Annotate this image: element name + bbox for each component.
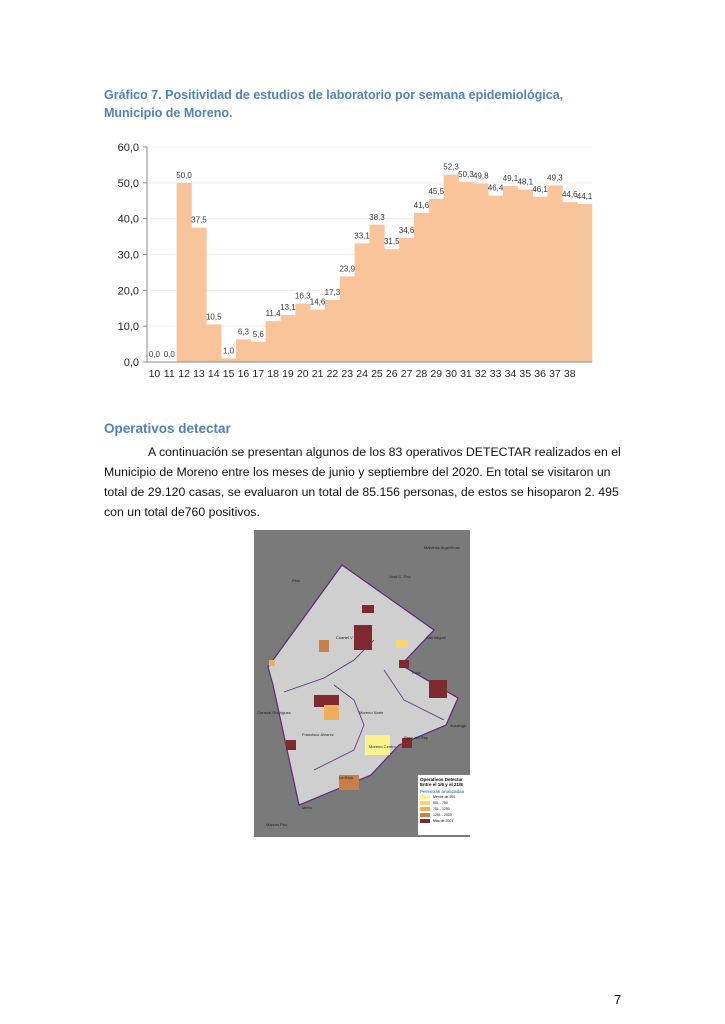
x-tick-label: 37 (549, 368, 561, 380)
data-label: 49,3 (547, 173, 563, 183)
data-label: 52,3 (443, 162, 459, 172)
legend-swatch (420, 813, 430, 817)
map-label: Paso del Rey (404, 735, 428, 740)
bar (266, 321, 281, 362)
y-tick-label: 0,0 (123, 357, 139, 369)
x-tick-label: 25 (371, 368, 383, 380)
x-tick-label: 23 (341, 368, 354, 380)
map-label: La Reja (339, 775, 353, 780)
legend-label: 501 - 750 (433, 801, 448, 805)
data-label: 44,1 (576, 191, 593, 201)
x-tick-label: 18 (267, 368, 279, 380)
map-label: Moreno Norte (359, 710, 384, 715)
map-label: General Rodríguez (257, 710, 291, 715)
map-label: Trujui (411, 670, 421, 675)
bar (414, 213, 429, 362)
bar (206, 324, 221, 362)
data-label: 50,0 (176, 170, 192, 180)
bar (518, 190, 533, 362)
y-tick-label: 50,0 (117, 177, 139, 190)
y-tick-label: 30,0 (117, 249, 139, 262)
data-label: 46,4 (487, 183, 504, 193)
positivity-bar-chart (100, 135, 600, 390)
bar (473, 184, 488, 362)
legend-swatch (420, 801, 430, 805)
map-label: José C. Paz (389, 574, 411, 579)
data-label: 31,5 (383, 237, 400, 247)
bar (444, 175, 459, 362)
map-label: Ituzaingó (450, 723, 467, 728)
x-tick-label: 35 (519, 368, 532, 380)
data-label: 38,3 (369, 212, 385, 222)
x-tick-label: 14 (207, 368, 220, 380)
bar (295, 304, 310, 362)
legend-title: Operativos Detectar Entre el 1/6 y el 21/8 (420, 777, 463, 787)
section-paragraph: A continuación se presentan algunos de los 83 operativos DETECTAR realizados en el Municipio de Moreno entre los meses de junio y septiembre del 2020. En total se visitaron un total de 29.120 casas, se evaluaron un total de 85.156 personas, de estos se hisoparon 2. 495 con un total de760 positivos. (104, 445, 621, 519)
data-label: 17,3 (324, 288, 341, 298)
x-tick-label: 21 (311, 368, 324, 380)
data-label: 0,0 (148, 350, 160, 359)
bar (399, 238, 414, 362)
bar (281, 315, 296, 362)
data-label: 41,6 (413, 200, 430, 210)
bar (192, 228, 207, 362)
bar (340, 276, 355, 362)
data-label: 34,6 (398, 226, 415, 236)
bar (548, 185, 563, 362)
map-label: Malvinas Argentinas (424, 545, 460, 550)
y-tick-label: 40,0 (117, 213, 139, 226)
y-tick-label: 20,0 (117, 285, 139, 298)
chart-title: Gráfico 7. Positividad de estudios de laboratorio por semana epidemiológica, Municipio de Moreno. (104, 88, 564, 120)
data-label: 33,1 (354, 231, 370, 241)
moreno-operativos-map (254, 530, 470, 837)
bar (370, 225, 385, 362)
x-tick-label: 24 (356, 368, 368, 380)
x-tick-label: 19 (282, 368, 294, 380)
bar (177, 183, 192, 362)
bar (221, 358, 236, 362)
legend-label: 751 - 1250 (433, 807, 450, 811)
legend-item (420, 818, 468, 824)
legend-swatch (420, 819, 430, 823)
y-tick-label: 60,0 (117, 142, 139, 154)
data-label: 44,6 (561, 190, 578, 200)
map-legend (418, 775, 470, 835)
data-label: 11,4 (265, 309, 281, 319)
legend-label: Menos de 500 (433, 795, 456, 799)
data-label: 37,5 (191, 215, 207, 225)
x-tick-label: 29 (430, 368, 443, 380)
data-label: 0,0 (163, 350, 175, 359)
x-tick-label: 11 (163, 368, 175, 380)
x-tick-label: 17 (252, 368, 265, 380)
x-tick-label: 38 (563, 368, 576, 380)
bar (251, 342, 266, 362)
data-label: 10,5 (205, 312, 222, 322)
x-tick-label: 31 (460, 368, 472, 380)
x-tick-label: 30 (445, 368, 457, 380)
bar (503, 186, 518, 362)
x-tick-label: 10 (148, 368, 161, 380)
map-label: Francisco Álvarez (302, 732, 334, 737)
map-label: Cuartel V (336, 635, 353, 640)
legend-label: 1251 - 2000 (433, 813, 452, 817)
legend-swatch (420, 795, 430, 799)
data-label: 46,1 (532, 184, 548, 194)
bar (429, 199, 444, 362)
page-number: 7 (614, 992, 622, 1007)
map-label: Merlo (302, 805, 313, 810)
x-tick-label: 33 (489, 368, 502, 380)
bar (533, 197, 548, 362)
map-label: Marcos Paz (266, 822, 288, 827)
data-label: 49,1 (502, 174, 519, 184)
y-tick-label: 10,0 (117, 321, 139, 334)
data-label: 48,1 (517, 177, 534, 187)
bar (236, 339, 251, 362)
bar (355, 243, 370, 362)
x-tick-label: 20 (296, 368, 309, 380)
legend-subtitle: Personas analizadas (420, 789, 465, 794)
bar (488, 196, 503, 362)
data-label: 49,8 (472, 171, 489, 181)
bar (577, 204, 592, 362)
data-label: 50,3 (458, 169, 474, 179)
legend-swatch (420, 807, 430, 811)
x-tick-label: 12 (178, 368, 190, 380)
x-tick-label: 15 (222, 368, 235, 380)
legend-label: Más de 2001 (433, 819, 454, 823)
section-heading: Operativos detectar (104, 421, 231, 436)
data-label: 1,0 (223, 346, 235, 356)
x-tick-label: 28 (415, 368, 428, 380)
x-tick-label: 32 (474, 368, 487, 380)
bar (562, 202, 577, 362)
bar (325, 300, 340, 362)
data-label: 16,3 (294, 291, 311, 301)
bar (384, 249, 399, 362)
map-label: Moreno Centro (369, 744, 396, 749)
x-tick-label: 36 (534, 368, 546, 380)
x-tick-label: 27 (400, 368, 413, 380)
x-tick-label: 34 (504, 368, 517, 380)
data-label: 6,3 (237, 327, 249, 337)
map-label: San Miguel (426, 635, 447, 640)
data-label: 14,6 (309, 297, 326, 307)
x-tick-label: 13 (193, 368, 205, 380)
map-label: Pilar (292, 578, 301, 583)
data-label: 45,5 (428, 186, 445, 196)
bar (459, 182, 474, 362)
x-tick-label: 16 (237, 368, 250, 380)
x-tick-label: 22 (326, 368, 339, 380)
data-label: 13,1 (280, 303, 296, 313)
data-label: 5,6 (252, 329, 264, 339)
data-label: 23,9 (339, 264, 356, 274)
x-tick-label: 26 (385, 368, 398, 380)
bar (310, 310, 325, 362)
